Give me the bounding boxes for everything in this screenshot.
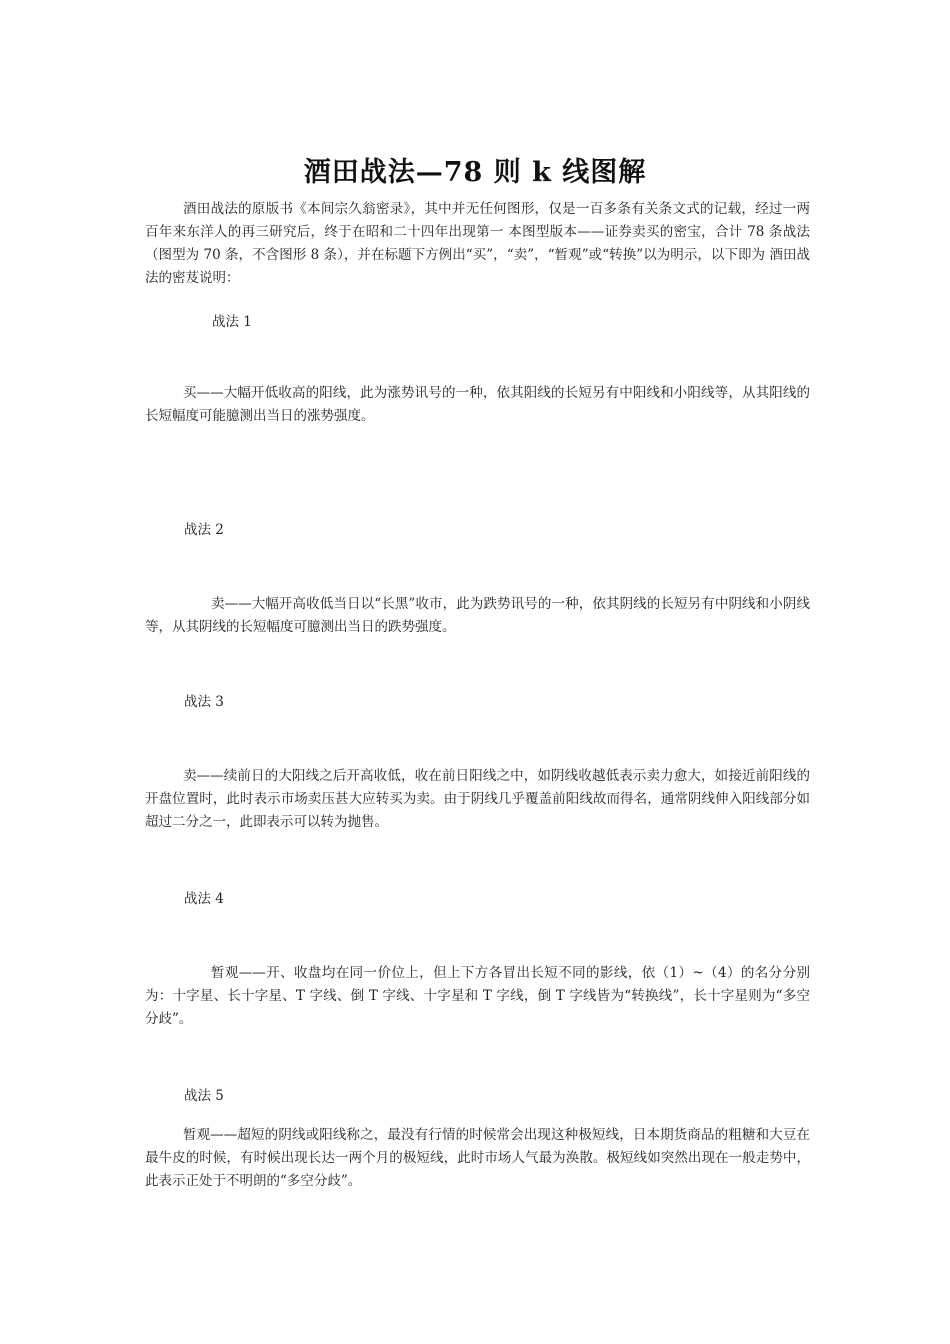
section-heading-3: 战法 3 [184, 694, 224, 710]
intro-paragraph: 酒田战法的原版书《本间宗久翁密录》，其中并无任何图形，仅是一百多条有关条文式的记载，经过一两百年来东洋人的再三研究后，终于在昭和二十四年出现第一 本图型版本——证券卖买的密宝，合计 78 条战法（图型为 70 条，不含图形 8 条），并在标题下方例出“买”，“卖”，“暂观”或“转换”以为明示，以下即为 酒田战法的密芨说明： [145, 201, 810, 286]
section-heading-5: 战法 5 [184, 1088, 224, 1104]
section-text-4: 暂观——开、收盘均在同一价位上，但上下方各冒出长短不同的影线，依（1）~（4）的名分分别为：十字星、长十字星、T 字线、倒 T 字线、十字星和 T 字线，倒 T 字线皆为“转换线”，长十字星则为“多空分歧”。 [145, 965, 810, 1027]
section-text-2: 卖——大幅开高收低当日以“长黑”收市，此为跌势讯号的一种，依其阴线的长短另有中阴线和小阴线等，从其阴线的长短幅度可臆测出当日的跌势强度。 [145, 596, 810, 635]
section-heading-4: 战法 4 [184, 891, 224, 907]
section-heading-1: 战法 1 [212, 314, 252, 330]
section-text-1: 买——大幅开低收高的阳线，此为涨势讯号的一种，依其阳线的长短另有中阳线和小阳线等，从其阳线的长短幅度可能臆测出当日的涨势强度。 [145, 385, 810, 424]
section-heading-2: 战法 2 [184, 522, 224, 538]
section-text-3: 卖——续前日的大阳线之后开高收低，收在前日阳线之中，如阴线收越低表示卖力愈大，如接近前阳线的开盘位置时，此时表示市场卖压甚大应转买为卖。由于阴线几乎覆盖前阳线故而得名，通常阴线伸入阳线部分如超过二分之一，此即表示可以转为抛售。 [145, 768, 810, 830]
section-text-5: 暂观——超短的阴线或阳线称之，最没有行情的时候常会出现这种极短线，日本期货商品的粗糖和大豆在最牛皮的时候，有时候出现长达一两个月的极短线，此时市场人气最为涣散。极短线如突然出现在一般走势中，此表示正处于不明朗的“多空分歧”。 [145, 1127, 810, 1189]
document-title: 酒田战法—78 则 k 线图解 [303, 157, 647, 188]
